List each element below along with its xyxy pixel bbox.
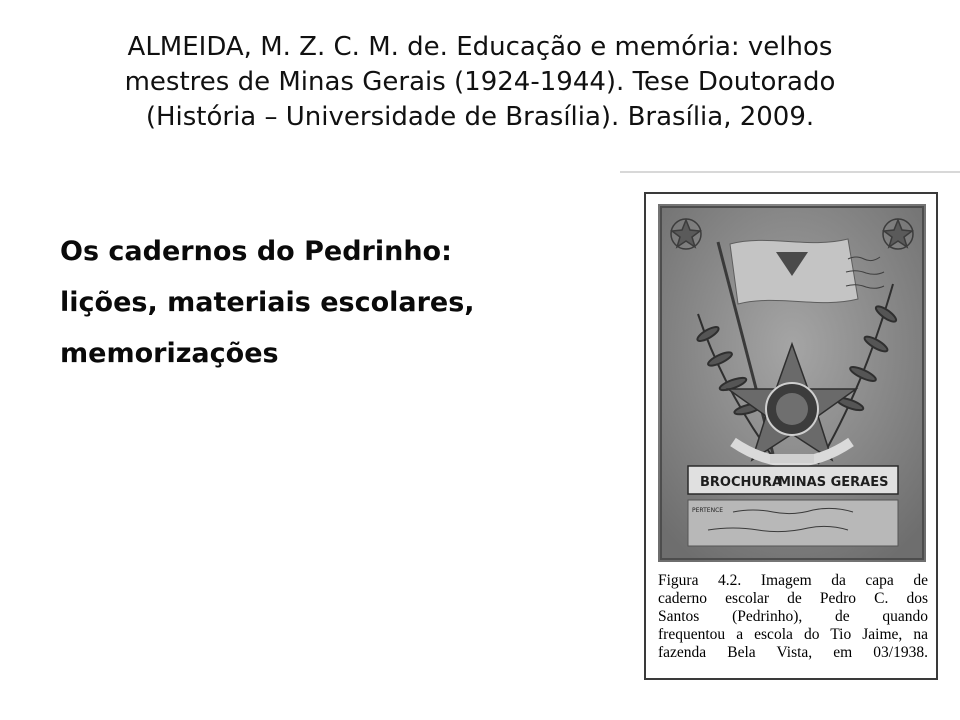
citation-text <box>40 30 920 135</box>
caption-line-4: frequentou a escola do Tio Jaime, na <box>658 626 928 643</box>
caption-line-1: Figura 4.2. Imagem da capa de <box>658 572 928 589</box>
notebook-cover-illustration <box>658 204 926 562</box>
cover-banner-line2: MINAS GERAES <box>778 475 889 490</box>
cover-owner-label: PERTENCE <box>692 507 724 514</box>
caption-line-5: fazenda Bela Vista, em 03/1938. <box>658 644 928 661</box>
figure-caption <box>658 572 928 662</box>
citation-line-2: mestres de Minas Gerais (1924-1944). Tese Doutorado <box>124 67 836 97</box>
notebook-cover-image <box>658 204 926 562</box>
caption-line-3: Santos (Pedrinho), de quando <box>658 608 928 625</box>
slide-heading <box>60 226 600 379</box>
cover-banner-line1: BROCHURA <box>700 475 783 490</box>
figure-frame <box>644 192 938 680</box>
caption-line-2: caderno escolar de Pedro C. dos <box>658 590 928 607</box>
citation-line-1: ALMEIDA, M. Z. C. M. de. Educação e memória: velhos <box>127 32 833 62</box>
heading-line-1: Os cadernos do Pedrinho: <box>60 236 452 267</box>
divider-line <box>620 171 960 173</box>
heading-line-3: memorizações <box>60 338 279 369</box>
citation-line-3: (História – Universidade de Brasília). Brasília, 2009. <box>145 102 815 132</box>
heading-line-2: lições, materiais escolares, <box>60 287 475 318</box>
